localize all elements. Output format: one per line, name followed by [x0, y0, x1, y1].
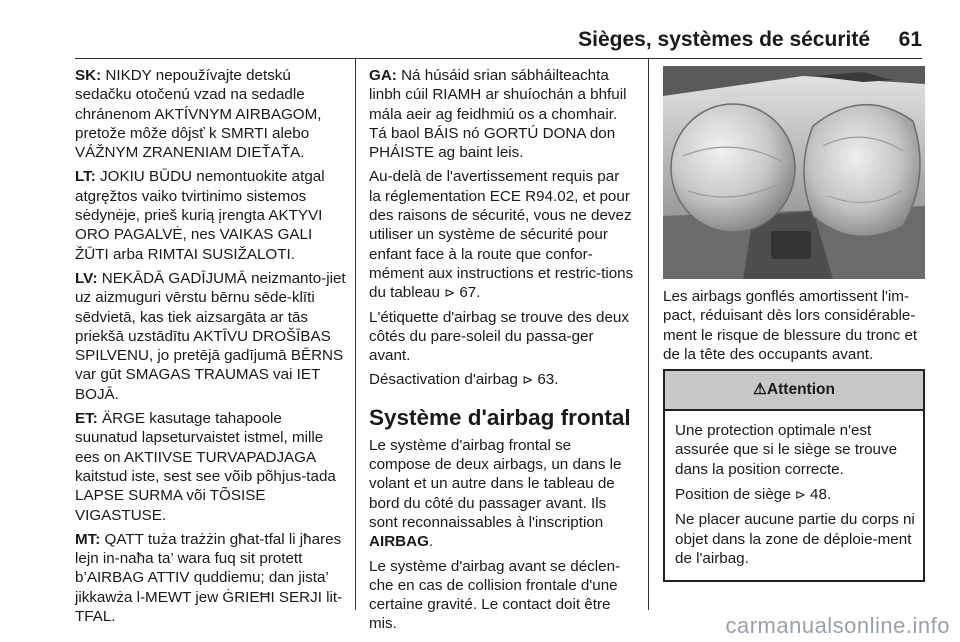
column-divider-right: [648, 58, 649, 610]
paragraph-label-location: L'étiquette d'airbag se trouve des deux côtés du pare-soleil du passa-ger avant.: [369, 308, 629, 365]
attention-title: Attention: [766, 381, 835, 399]
column-3: [663, 66, 925, 582]
header-divider: [75, 58, 922, 59]
lang-code: MT:: [75, 530, 101, 548]
paragraph-deactivation: Désactivation d'airbag ⊳ 63.: [369, 371, 559, 389]
warning-lt: [75, 167, 347, 263]
column-1: [75, 66, 347, 631]
reference-arrow-icon: ⊳: [794, 487, 806, 503]
page-reference-link[interactable]: 48: [810, 486, 827, 504]
lang-code: LT:: [75, 168, 96, 186]
warning-sk: [75, 66, 347, 162]
page-reference-link[interactable]: 67: [459, 284, 477, 302]
warning-mt: [75, 530, 347, 626]
paragraph-trigger: Le système d'airbag avant se déclen-che en cas de collision frontale d'une certaine gravité. Le contact doit être mis.: [369, 557, 621, 633]
attention-box: [663, 369, 925, 582]
page-number: 61: [898, 28, 922, 51]
attention-header: [665, 371, 923, 411]
lang-code: GA:: [369, 67, 397, 84]
lang-code: SK:: [75, 67, 102, 84]
paragraph-regulation: Au-delà de l'avertissement requis par la réglementation ECE R94.02, et pour des raisons de sécurité, vous ne devez utiliser un système de sécurité pour enfant face à la route que confor-mément aux instructions et restric-tions du tableau ⊳ 67.: [369, 168, 634, 302]
watermark: carmanualsonline.info: [725, 613, 950, 638]
figure-caption: Les airbags gonflés amortissent l'im-pact, réduisant dès lors considérable-ment le risque de blessure du tronc et de la tête des occupants avant.: [663, 288, 918, 363]
paragraph-composition: Le système d'airbag frontal se compose de deux airbags, un dans le volant et un autre dans le tableau de bord du côté du passager avant. Ils sont reconnaissables à l'inscription AIRBAG.: [369, 436, 622, 551]
airbag-inscription: AIRBAG: [369, 533, 429, 551]
warning-triangle-icon: ⚠: [753, 381, 767, 399]
page-header: [0, 0, 960, 56]
reference-arrow-icon: ⊳: [522, 372, 534, 388]
section-heading: Système d'airbag frontal: [369, 404, 631, 430]
warning-text: NIKDY nepoužívajte detskú sedačku otočenú vzad na sedadle chránenom AKTÍVNYM AIRBAGOM, pretože môže dôjsť k SMRTI alebo VÁŽNYM ZRANENIAM DIEŤAŤA.: [75, 67, 322, 162]
warning-lv: [75, 269, 347, 404]
warning-text: QATT tuża trażżin għat-tfal li jħares lejn in-naħa ta’ wara fuq sit protett b’AIRBAG ATTIV quddiemu; dan jista’ jikkawża l-MEWT jew ĠRIEĦI SERJI lit-TFAL.: [75, 530, 343, 626]
attention-body: [665, 411, 923, 580]
attention-paragraph-3: Ne placer aucune partie du corps ni objet dans la zone de déploie-ment de l'airbag.: [675, 511, 915, 567]
lang-code: LV:: [75, 269, 98, 287]
warning-text: ÄRGE kasutage tahapoole suunatud lapseturvaistet istmel, mille ees on AKTIIVSE TURVAPADJAGA kaitstud iste, sest see võib põhjus-tada LAPSE SURMA või TÕSISE VIGASTUSE.: [75, 410, 336, 524]
lang-code: ET:: [75, 410, 98, 428]
page-title: Sièges, systèmes de sécurité: [578, 28, 870, 51]
warning-et: [75, 409, 347, 525]
warning-ga: [369, 66, 634, 162]
reference-arrow-icon: ⊳: [444, 285, 456, 301]
warning-text: NEKĀDĀ GADĪJUMĀ neizmanto-jiet uz aizmuguri vērstu bērnu sēde-klīti sēdvietā, kas tiek aizsargāta ar tās priekšā uzstādītu AKTĪVU DROŠĪBAS SPILVENU, jo pretējā gadījumā BĒRNS var gūt SMAGAS TRAUMAS vai IET BOJĀ.: [75, 269, 346, 403]
column-divider-left: [355, 58, 356, 610]
attention-paragraph-2: Position de siège ⊳ 48.: [675, 486, 832, 504]
page-reference-link[interactable]: 63: [537, 371, 555, 389]
warning-text: Ná húsáid srian sábháilteachta linbh cúil RIAMH ar shuíochán a bhfuil mála aeir ag feidhmiú os a chomhair. Tá baol BÁIS nó GORTÚ DONA don PHÁISTE ag baint leis.: [369, 67, 627, 162]
airbag-deployment-image: [663, 66, 925, 279]
airbag-illustration: [663, 66, 925, 279]
attention-paragraph-1: Une protection optimale n'est assurée que si le siège se trouve dans la position correcte.: [675, 422, 898, 478]
column-2: [369, 66, 634, 639]
warning-text: JOKIU BŪDU nemontuokite atgal atgręžtos vaiko tvirtinimo sistemos sėdynėje, prieš kurią įrengta AKTYVI ORO PAGALVĖ, nes VAIKAS GALI ŽŪTI arba RIMTAI SUSIŽALOTI.: [75, 168, 325, 263]
